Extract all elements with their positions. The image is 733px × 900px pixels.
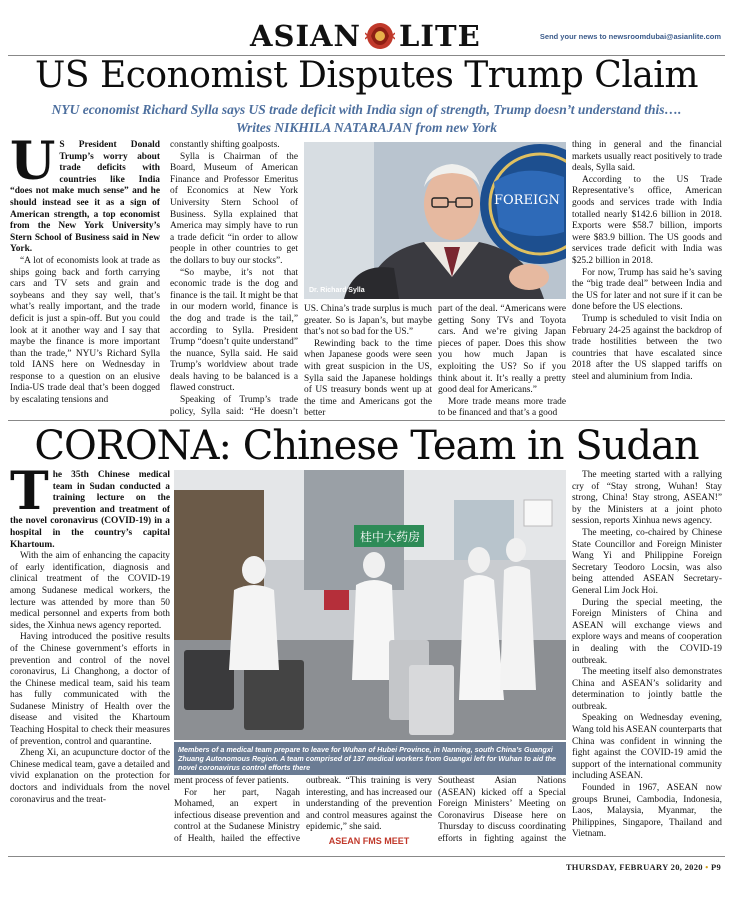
story1-paragraph: More trade means more trade to be financed and that’s a good: [438, 396, 566, 417]
photo-sign-text: FOREIGN: [494, 193, 560, 208]
story2-dropcap: T: [10, 470, 49, 522]
story1-paragraph: US. China’s trade surplus is much greater. So is Japan’s, but maybe that’s not so bad for the US.”: [304, 304, 432, 338]
story1-photo: [304, 142, 566, 299]
story1-column-1: [10, 140, 160, 417]
story1-paragraph: Trump is scheduled to visit India on February 24-25 against the backdrop of trade hostilities between the two countries that have escalated since 2018 after the US slapped tariffs on steel and aluminium from India.: [572, 313, 722, 382]
story2-column-2: [174, 776, 300, 846]
story2-photo: [174, 470, 566, 740]
story1-column-4: [438, 304, 566, 417]
story2-paragraph: Zheng Xi, an acupuncture doctor of the Chinese medical team, gave a detailed and vivid explanation on the protection for doctors and individuals from the novel coronavirus and the treat-: [10, 748, 170, 805]
story1-paragraph: Rewinding back to the time when Japanese goods were seen with great suspicion in the US, Sylla said the Japanese holdings of US treasury bonds went up at the time and Americans got the better: [304, 338, 432, 417]
lion-emblem-icon: [365, 21, 395, 51]
story2-column-4: [438, 776, 566, 846]
story1-paragraph: constantly shifting goalposts.: [170, 140, 280, 150]
story1-headline: US Economist Disputes Trump Claim: [35, 55, 698, 96]
story2-column-3: [306, 776, 432, 846]
story2-paragraph: The meeting itself also demonstrates China and ASEAN’s solidarity and determination to jointly battle the outbreak.: [572, 667, 722, 712]
story1-column-5: [572, 140, 722, 417]
logo[interactable]: [250, 18, 481, 54]
story2-paragraph: Southeast Asian Nations (ASEAN) kicked off a Special Foreign Ministers’ Meeting on Coronavirus Disease here on Thursday to discuss coordinating efforts in fighting against the: [438, 776, 566, 844]
page-footer: [566, 862, 721, 872]
section-divider: [8, 420, 725, 421]
photo-sign-text: 桂中大药房: [360, 530, 421, 544]
story2-paragraph: During the special meeting, the Foreign Ministers of China and ASEAN will exchange views and explore ways and means of cooperation in dealing with the COVID-19 outbreak.: [572, 597, 722, 666]
story2-column-1: [10, 470, 170, 846]
story1-paragraph: “A lot of economists look at trade as ships going back and forth carrying cars and TV sets and grain and soybeans and they say well, that’s what’s really important, and the trade deficit is just a spin-off. But you could look at it another way and I say that maybe the finance is more important than the trade,” NYU’s Richard Sylla told IANS here on Wednesday in response to a question on an elusive India-US trade deal that’s been dogged by escalating tensions and: [10, 255, 160, 406]
footer-date: THURSDAY, FEBRUARY 20, 2020: [565, 862, 703, 872]
story1-column-3: [304, 304, 432, 417]
economist-photo-illustration: [304, 142, 566, 299]
story2-paragraph: Having introduced the positive results of the Chinese government’s efforts in prevention and control of the novel coronavirus, Li Changhong, a doctor of the Chinese medical team, said his team has fully communicated with the Sudanese Ministry of Health over the disease and visited the Khartoum Teaching Hospital to check their measures of prevention, control and quarantine.: [10, 632, 170, 747]
logo-text-lite: LITE: [399, 19, 481, 53]
story2-headline: CORONA: Chinese Team in Sudan: [34, 423, 699, 469]
story1-lead: S President Donald Trump’s worry about trade deficits with countries like India “does not make much sense” and he should instead see it as a sign of American strength, a top economist from the New York University’s Stern School of Business said in New York.: [10, 140, 160, 255]
story1-paragraph: part of the deal. “Americans were getting Sony TVs and Toyota cars. And we’re giving Japan pieces of paper. Does this show you how much Japan is exploiting the US? So if you think about it. It’s really a pretty good deal for Americans.”: [438, 304, 566, 396]
story1-paragraph: Sylla is Chairman of the Board, Museum of American Finance and Professor Emeritus of Economics at New York University Stern School of Business. Sylla explained that America may simply have to run a trade deficit “in order to allow people in other countries to get the dollars to buy our stocks”.: [170, 151, 298, 266]
story2-paragraph: With the aim of enhancing the capacity of early identification, diagnosis and clinical treatment of the COVID-19 among Sudanese medical workers, the lecture was attended by more than 50 medical personnel and experts from both sides, the Xinhua news agency reported.: [10, 551, 170, 631]
story2-paragraph: outbreak. “This training is very interesting, and has increased our understanding of the prevention and control measures against the epidemic,” she said.: [306, 776, 432, 833]
footer-bullet-icon: •: [705, 862, 711, 872]
page-number: P9: [710, 862, 721, 872]
footer-rule: [8, 856, 725, 857]
story2-paragraph: Founded in 1967, ASEAN now groups Brunei, Cambodia, Indonesia, Laos, Malaysia, Myanmar, the Philippines, Singapore, Thailand and Vietnam.: [572, 783, 722, 840]
story1-paragraph: According to the US Trade Representative’s office, American goods and services trade with India totalled nearly $142.6 billion in 2018. Exports were $58.7 billion, imports were $83.9 billion. The US goods and services trade deficit with India was $25.2 billion in 2018.: [572, 174, 722, 266]
story2-paragraph: Speaking on Wednesday evening, Wang told his ASEAN counterparts that China was confident in winning the fight against the COVID-19 amid the support of the international community including ASEAN.: [572, 713, 722, 782]
story2-paragraph: For her part, Nagah Mohamed, an expert in infectious disease prevention and control at the Sudanese Ministry of Health, hailed the effective: [174, 787, 300, 844]
story1-paragraph: thing in general and the financial markets usually react positively to trade deals, Sylla said.: [572, 140, 722, 174]
story2-column-5: [572, 470, 722, 846]
story2-paragraph: The meeting, co-chaired by Chinese State Councillor and Foreign Minister Wang Yi and Philippine Foreign Secretary Teodoro Locsin, was also being attended ASEAN Secretary-General Lim Jock Hoi.: [572, 527, 722, 596]
story2-subhead: ASEAN FMS MEET: [328, 835, 410, 846]
story2-photo-caption: Members of a medical team prepare to leave for Wuhan of Hubei Province, in Nanning, south China’s Guangxi Zhuang Autonomous Region. A team comprised of 137 medical workers from Guangxi left for Wuhan to aid the novel coronavirus control efforts there: [174, 742, 566, 775]
masthead: [0, 18, 733, 54]
story1-paragraph: For now, Trump has said he’s saving the “big trade deal” between India and the US for later and not sure if it can be done before the US elections.: [572, 267, 722, 313]
story1-photo-credit: Dr. Richard Sylla: [309, 287, 365, 294]
story2-lead: he 35th Chinese medical team in Sudan conducted a training lecture on the prevention and treatment of the novel coronavirus (COVID-19) in a hospital in the country’s capital Khartoum.: [10, 470, 170, 550]
story1-column-2: [170, 140, 298, 417]
story1-dropcap: U: [10, 140, 56, 192]
logo-text-asian: ASIAN: [250, 19, 362, 53]
story1-paragraph: “So maybe, it’s not that economic trade is the dog and finance is the tail. It might be that in our modern world, finance is the dog and trade is the tail,” according to Sylla. President Trump “doesn’t quite understand” the nuance, Sylla said. He said Trump’s worldview about trade deals having to be balanced is a flawed construct.: [170, 267, 298, 394]
story1-standfirst: NYU economist Richard Sylla says US trade deficit with India sign of strength, Trump doesn’t understand this…. Writes NIKHILA NATARAJAN from new York: [51, 102, 682, 135]
story2-paragraph: The meeting started with a rallying cry of “Stay strong, Wuhan! Stay strong, China! Stay strong, ASEAN!” by the Ministers at a joint photo session, reports Xinhua news agency.: [572, 470, 722, 527]
medical-team-photo-illustration: [174, 470, 566, 740]
story2-paragraph: ment process of fever patients.: [174, 776, 289, 786]
story1-paragraph: Speaking of Trump’s trade policy, Sylla said: “He doesn’t: [170, 395, 298, 417]
send-news-note[interactable]: Send your news to newsroomdubai@asianlite.com: [539, 32, 721, 41]
